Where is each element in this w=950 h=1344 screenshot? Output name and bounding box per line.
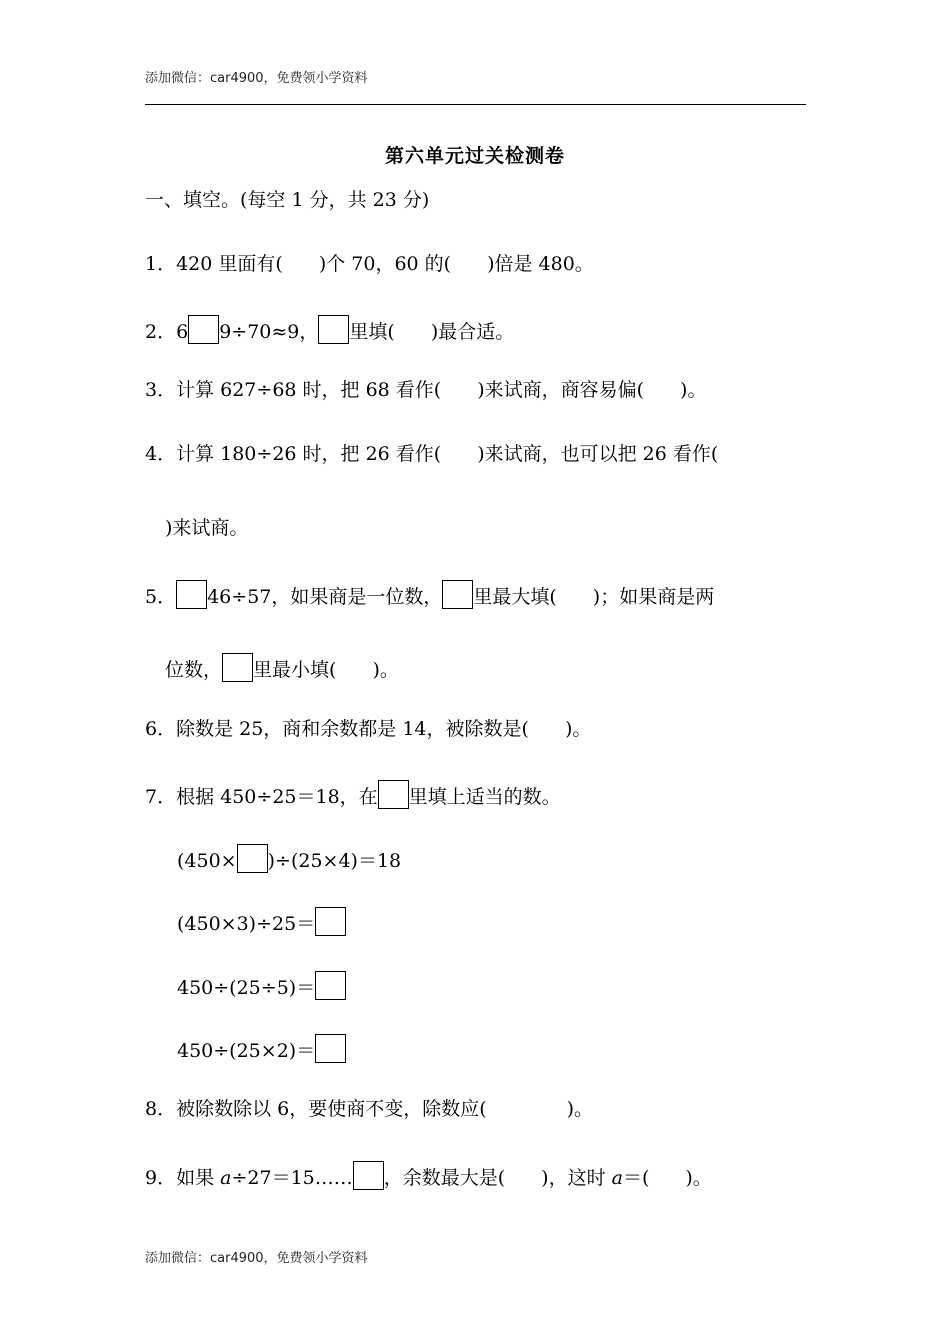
q2-text-b: 9÷70≈9， xyxy=(219,321,319,343)
q1-text-b: )个 70，60 的( xyxy=(318,253,452,275)
q7-equation-2 xyxy=(177,907,346,936)
q9-text-f: )。 xyxy=(685,1167,712,1189)
question-2 xyxy=(145,315,514,344)
q5-text-e: 位数， xyxy=(165,659,223,681)
answer-box[interactable] xyxy=(222,653,253,682)
question-9 xyxy=(145,1161,712,1190)
q7-eq1-text-b: )÷(25×4)＝18 xyxy=(267,850,402,872)
q5-text-f: 里最小填( xyxy=(253,659,337,681)
q5-text-c: 里最大填( xyxy=(473,586,557,608)
question-5 xyxy=(145,580,714,609)
q9-text-c: ，余数最大是( xyxy=(383,1167,506,1189)
footer-note: 添加微信：car4900，免费领小学资料 xyxy=(145,1251,368,1266)
question-5-continued xyxy=(165,653,399,682)
q5-text-g: )。 xyxy=(372,659,399,681)
variable-a: a xyxy=(220,1167,232,1189)
q7-text-a: 7．根据 450÷25＝18，在 xyxy=(145,786,378,808)
q7-eq2-text: (450×3)÷25＝ xyxy=(177,913,316,935)
q9-text-d: )，这时 xyxy=(541,1167,612,1189)
header-divider xyxy=(145,104,806,105)
q7-eq4-text: 450÷(25×2)＝ xyxy=(177,1040,316,1062)
q7-eq3-text: 450÷(25÷5)＝ xyxy=(177,977,316,999)
q4-text-c: )来试商。 xyxy=(165,517,249,539)
answer-box[interactable] xyxy=(353,1161,384,1190)
q9-text-a: 9．如果 xyxy=(145,1167,221,1189)
page-title: 第六单元过关检测卷 xyxy=(384,145,565,167)
q4-text-b: )来试商，也可以把 26 看作( xyxy=(477,443,719,465)
question-1 xyxy=(145,252,594,276)
q9-text-e: ＝( xyxy=(622,1167,650,1189)
question-4-continued xyxy=(165,516,248,540)
q2-text-a: 2．6 xyxy=(145,321,189,343)
q7-equation-4 xyxy=(177,1034,346,1063)
question-3 xyxy=(145,378,706,402)
q1-text-a: 1．420 里面有( xyxy=(145,253,283,275)
q9-text-b: ÷27＝15…… xyxy=(231,1167,353,1189)
q1-text-c: )倍是 480。 xyxy=(487,253,594,275)
q5-text-d: )；如果商是两 xyxy=(592,586,715,608)
question-4 xyxy=(145,442,718,466)
q4-text-a: 4．计算 180÷26 时，把 26 看作( xyxy=(145,443,442,465)
q8-text-b: )。 xyxy=(566,1098,594,1120)
answer-box[interactable] xyxy=(378,780,409,809)
answer-box[interactable] xyxy=(315,971,346,1000)
q7-equation-1 xyxy=(177,844,401,873)
variable-a: a xyxy=(611,1167,623,1189)
q6-text-a: 6．除数是 25，商和余数都是 14，被除数是( xyxy=(145,718,529,740)
q5-text-a: 5． xyxy=(145,586,177,608)
answer-box[interactable] xyxy=(442,580,473,609)
answer-box[interactable] xyxy=(176,580,207,609)
section-heading: 一、填空。(每空 1 分，共 23 分) xyxy=(145,189,430,211)
q2-text-c: 里填( xyxy=(349,321,395,343)
answer-box[interactable] xyxy=(315,907,346,936)
header-note: 添加微信：car4900，免费领小学资料 xyxy=(145,71,368,86)
q2-text-d: )最合适。 xyxy=(430,321,515,343)
answer-box[interactable] xyxy=(318,315,349,344)
q3-text-c: )。 xyxy=(680,379,707,401)
q6-text-b: )。 xyxy=(564,718,592,740)
question-8 xyxy=(145,1097,593,1121)
answer-box[interactable] xyxy=(188,315,219,344)
q7-eq1-text-a: (450× xyxy=(177,850,237,872)
answer-box[interactable] xyxy=(237,844,268,873)
q3-text-a: 3．计算 627÷68 时，把 68 看作( xyxy=(145,379,442,401)
question-6 xyxy=(145,717,591,741)
q7-text-b: 里填上适当的数。 xyxy=(408,786,561,808)
q3-text-b: )来试商，商容易偏( xyxy=(477,379,645,401)
q8-text-a: 8．被除数除以 6，要使商不变，除数应( xyxy=(145,1098,487,1120)
question-7 xyxy=(145,780,561,809)
answer-box[interactable] xyxy=(315,1034,346,1063)
q7-equation-3 xyxy=(177,971,346,1000)
q5-text-b: 46÷57，如果商是一位数， xyxy=(207,586,443,608)
